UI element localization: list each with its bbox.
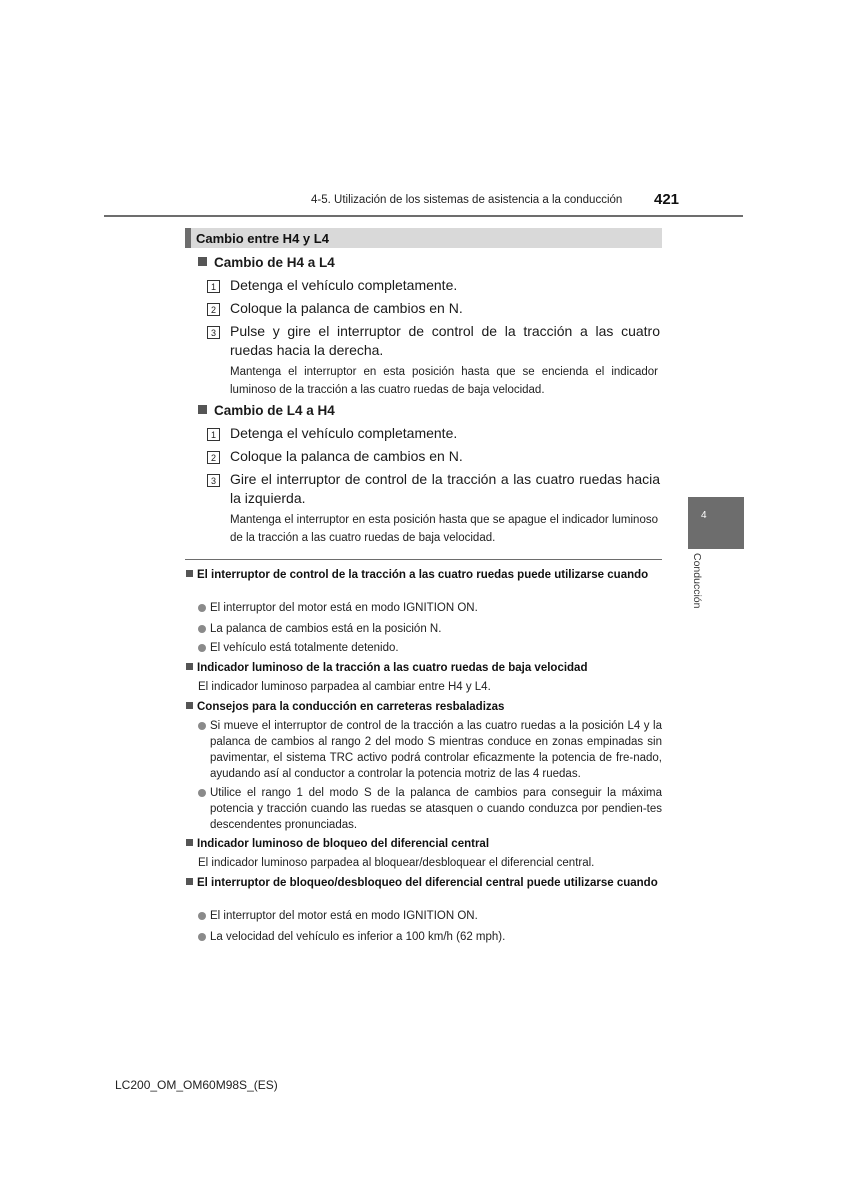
info-text: El indicador luminoso parpadea al bloquear/desbloquear el diferencial central. [198,857,595,869]
step-text: Coloque la palanca de cambios en N. [230,448,463,464]
chapter-tab-number: 4 [701,510,707,521]
section-title-bar [185,228,662,248]
info-text: El indicador luminoso parpadea al cambiar entre H4 y L4. [198,681,491,693]
square-bullet-icon [186,839,193,846]
bullet-dot-icon [198,644,206,652]
step-number-box: 2 [207,451,220,464]
info-heading: El interruptor de bloqueo/desbloqueo del diferencial central puede utilizarse cuando [186,875,662,891]
info-bullet: La velocidad del vehículo es inferior a 100 km/h (62 mph). [210,931,506,943]
section-bar-accent [185,228,191,248]
info-heading: El interruptor de control de la tracción a las cuatro ruedas puede utilizarse cuando [186,567,662,583]
step-text: Pulse y gire el interruptor de control de la tracción a las cuatro ruedas hacia la derecha. [230,323,660,358]
step-text: Detenga el vehículo completamente. [230,277,458,293]
step-text: Detenga el vehículo completamente. [230,425,458,441]
step-number-box: 1 [207,428,220,441]
chapter-tab [688,497,744,549]
square-bullet-icon [186,570,193,577]
bullet-dot-icon [198,604,206,612]
bullet-dot-icon [198,722,206,730]
chapter-label: Conducción [691,553,703,609]
info-bullet: El vehículo está totalmente detenido. [210,642,399,654]
running-header: 4-5. Utilización de los sistemas de asistencia a la conducción [311,194,623,206]
subsection-title-l4-h4: Cambio de L4 a H4 [198,403,335,418]
bullet-dot-icon [198,625,206,633]
bullet-dot-icon [198,789,206,797]
info-bullet: El interruptor del motor está en modo IGNITION ON. [210,602,478,614]
info-bullet: El interruptor del motor está en modo IGNITION ON. [210,910,478,922]
info-bullet: Utilice el rango 1 del modo S de la palanca de cambios para conseguir la máxima potencia y tracción cuando las ruedas se atasquen o cuando conduzca por pendien-tes descendentes pronunciadas. [210,787,662,831]
step-note: Mantenga el interruptor en esta posición hasta que se apague el indicador luminoso de la tracción a las cuatro ruedas de baja velocidad. [230,514,658,544]
bullet-dot-icon [198,933,206,941]
square-bullet-icon [186,878,193,885]
section-divider [185,559,662,560]
square-bullet-icon [186,663,193,670]
square-bullet-icon [198,257,207,266]
step-number-box: 3 [207,326,220,339]
subsection-title-h4-l4: Cambio de H4 a L4 [198,255,335,270]
info-heading: Consejos para la conducción en carreteras resbaladizas [186,699,662,715]
square-bullet-icon [198,405,207,414]
section-title: Cambio entre H4 y L4 [196,231,329,246]
step-number-box: 1 [207,280,220,293]
step-number-box: 2 [207,303,220,316]
square-bullet-icon [186,702,193,709]
step-number-box: 3 [207,474,220,487]
header-rule [104,215,743,217]
info-bullet: La palanca de cambios está en la posición N. [210,623,442,635]
footer-code: LC200_OM_OM60M98S_(ES) [115,1078,278,1092]
info-bullet: Si mueve el interruptor de control de la tracción a las cuatro ruedas a la posición L4 y la palanca de cambios al rango 2 del modo S mientras conduce en zonas empinadas sin pavimentar, el sistema TRC activo podrá controlar eficazmente la potencia de fre-nado, ayudando así al conductor a controlar la potencia motriz de las 4 ruedas. [210,720,662,780]
step-text: Gire el interruptor de control de la tracción a las cuatro ruedas hacia la izquierda. [230,471,660,506]
bullet-dot-icon [198,912,206,920]
info-heading: Indicador luminoso de bloqueo del diferencial central [186,836,662,852]
info-heading: Indicador luminoso de la tracción a las cuatro ruedas de baja velocidad [186,660,662,676]
step-note: Mantenga el interruptor en esta posición hasta que se encienda el indicador luminoso de la tracción a las cuatro ruedas de baja velocidad. [230,366,658,396]
step-text: Coloque la palanca de cambios en N. [230,300,463,316]
page-number: 421 [654,191,680,208]
